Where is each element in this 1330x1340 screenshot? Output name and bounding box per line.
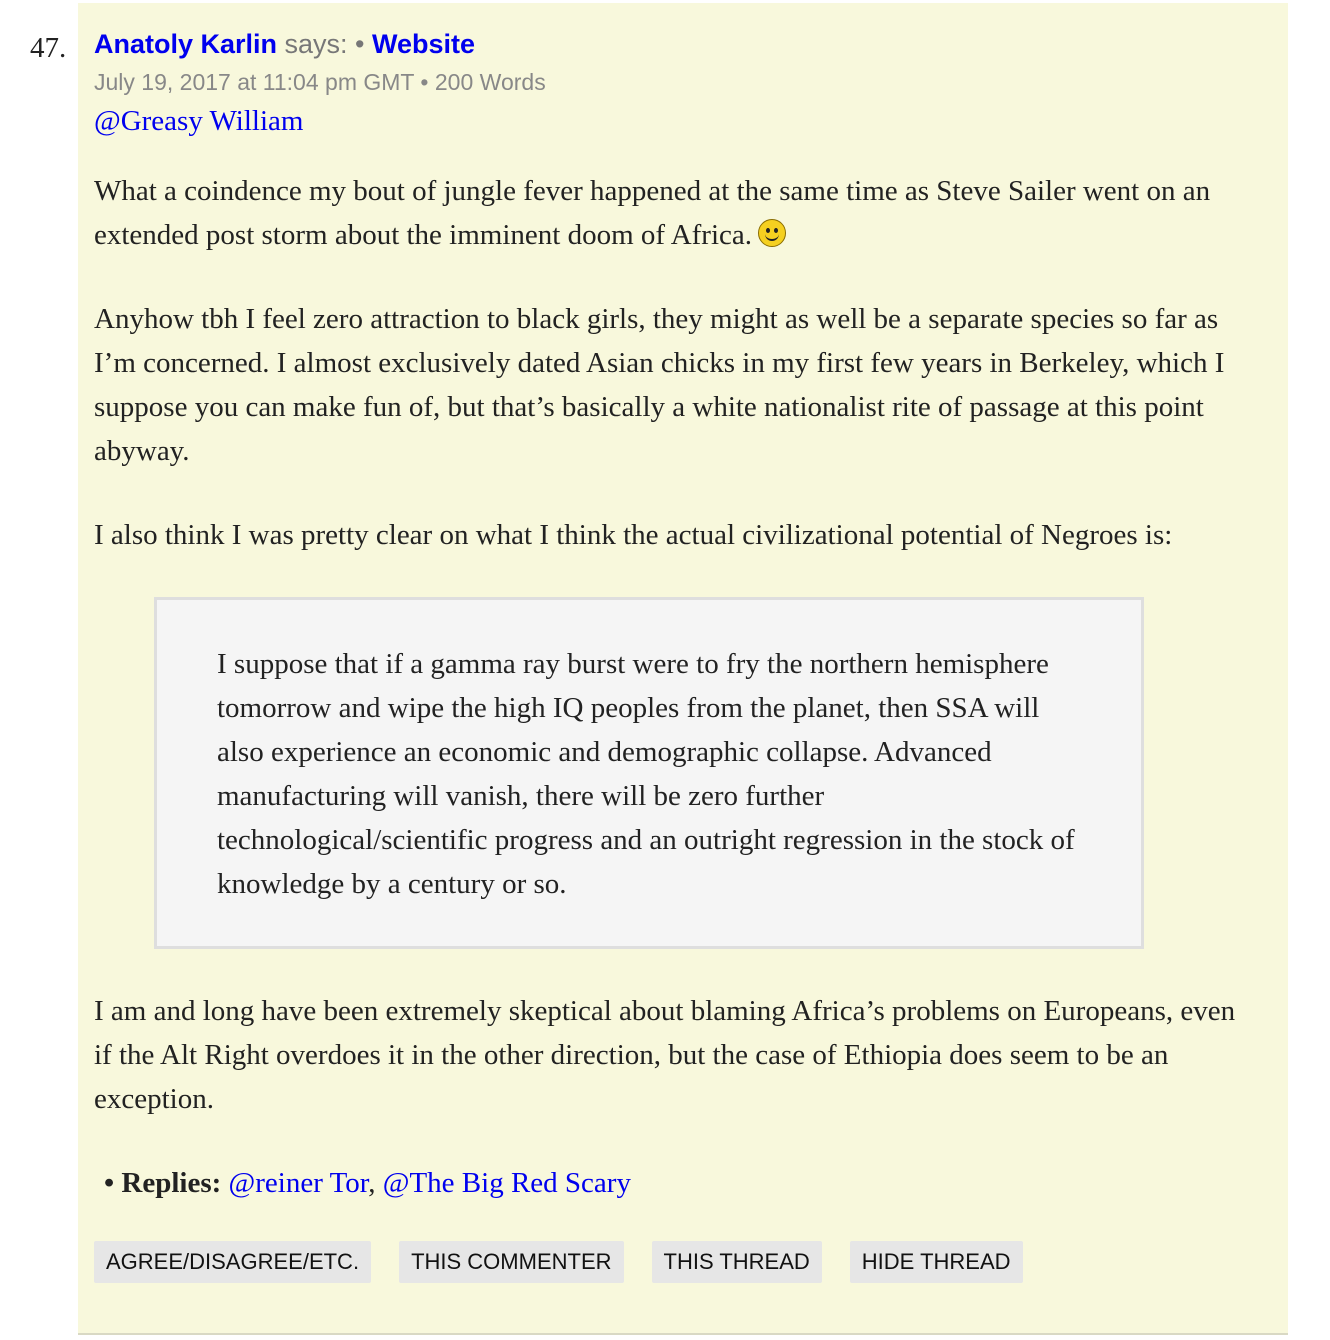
comment-card — [78, 3, 1288, 1335]
this-commenter-button[interactable]: THIS COMMENTER — [399, 1241, 623, 1283]
agree-disagree-button[interactable]: AGREE/DISAGREE/ETC. — [94, 1241, 371, 1283]
mention-link[interactable]: @Greasy William — [94, 105, 304, 137]
author-link[interactable]: Anatoly Karlin — [94, 29, 278, 59]
this-thread-button[interactable]: THIS THREAD — [652, 1241, 822, 1283]
blockquote: I suppose that if a gamma ray burst were to fry the northern hemisphere tomorrow and wipe the high IQ peoples from the planet, then SSA will also experience an economic and demographic collapse. Advanced manufacturing will vanish, there will be zero further technological/scientific progress and an outright regression in the stock of knowledge by a century or so. — [154, 597, 1144, 949]
says-text: says: • — [277, 29, 373, 59]
comment-date[interactable]: July 19, 2017 at 11:04 pm GMT — [94, 69, 415, 95]
paragraph-3: I also think I was pretty clear on what I think the actual civilizational potential of Negroes is: — [94, 519, 1173, 551]
reply-link-big-red-scary[interactable]: @The Big Red Scary — [382, 1167, 631, 1199]
smiley-wink-icon — [758, 219, 786, 247]
comment-body — [94, 99, 1254, 1283]
word-count: 200 Words — [434, 69, 546, 95]
comment-number: 47. — [30, 32, 67, 64]
replies-label: • Replies: — [104, 1167, 222, 1199]
replies-separator: , — [368, 1167, 383, 1199]
hide-thread-button[interactable]: HIDE THREAD — [850, 1241, 1023, 1283]
comment-meta — [94, 69, 546, 96]
paragraph-1: What a coindence my bout of jungle fever happened at the same time as Steve Sailer went on an extended post storm about the imminent doom of Africa. — [94, 175, 1211, 251]
paragraph-4: I am and long have been extremely skeptical about blaming Africa’s problems on Europeans, even if the Alt Right overdoes it in the other direction, but the case of Ethiopia does seem to be an exception. — [94, 995, 1236, 1115]
paragraph-2: Anyhow tbh I feel zero attraction to black girls, they might as well be a separate species so far as I’m concerned. I almost exclusively dated Asian chicks in my first few years in Berkeley, which I suppose you can make fun of, but that’s basically a white nationalist rite of passage at this point abyway. — [94, 303, 1225, 467]
website-link[interactable]: Website — [372, 29, 476, 59]
replies — [104, 1161, 1254, 1205]
reply-link-reiner-tor[interactable]: @reiner Tor — [228, 1167, 369, 1199]
meta-separator: • — [414, 69, 435, 95]
comment-actions — [94, 1241, 1254, 1283]
comment-header — [94, 29, 475, 60]
